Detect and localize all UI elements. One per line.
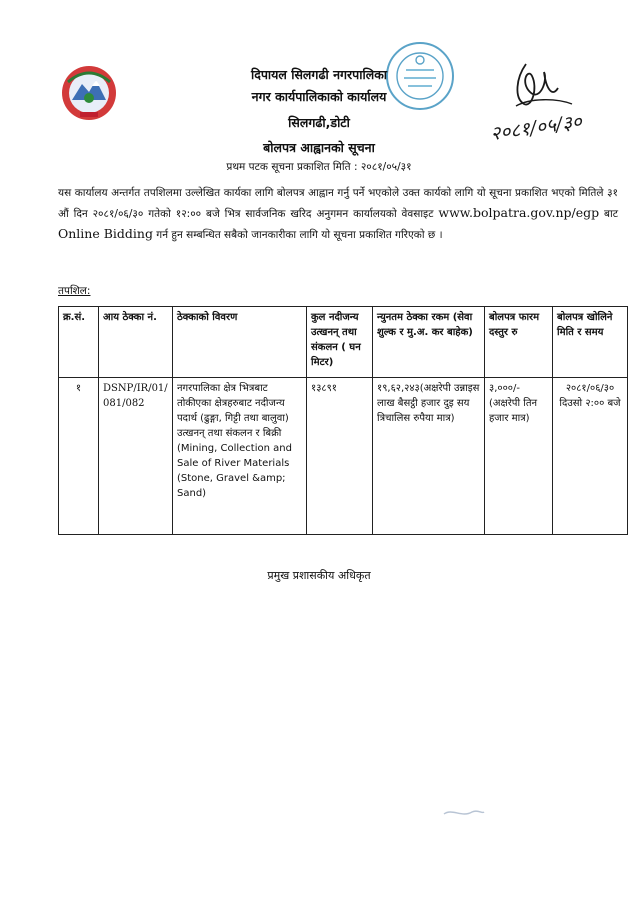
scan-mark-icon	[442, 806, 486, 820]
publication-date: प्रथम पटक सूचना प्रकाशित मिति : २०८१/०५/३१	[226, 161, 412, 173]
cell-opening: २०८१/०६/३० दिउसो २:०० बजे	[553, 378, 628, 535]
paragraph-part-1: यस कार्यालय अन्तर्गत तपशिलमा उल्लेखित कार्यका लागि बोलपत्र आह्वान गर्नु पर्ने भएकोले उक्त कार्यको लागि यो सूचना प्रकाशित भएको मितिले ३१ औं दिन २०८१/०६/३० गतेको १२:०० बजे भित्र सार्वजनिक खरिद अनुगमन कार्यालयको वेवसाइट	[58, 187, 618, 220]
signatory-title: प्रमुख प्रशासकीय अधिकृत	[267, 569, 371, 582]
bid-details-table	[58, 306, 628, 535]
header-fee: बोलपत्र फारम दस्तुर रु	[485, 307, 553, 378]
municipality-name: दिपायल सिलगढी नगरपालिका	[250, 67, 388, 82]
bolpatra-link[interactable]: www.bolpatra.gov.np/egp	[438, 205, 600, 220]
online-bidding-text: Online Bidding	[58, 226, 153, 241]
header-contract-no: आय ठेक्का नं.	[99, 307, 173, 378]
cell-sn: १	[59, 378, 99, 535]
cell-description: नगरपालिका क्षेत्र भित्रबाट तोकीएका क्षेत्रहरुबाट नदीजन्य पदार्थ (ढुङ्गा, गिट्टी तथा बालुवा) उत्खनन् तथा संकलन र बिक्री (Mining, Collection and Sale of River Materials (Stone, Gravel &amp; Sand)	[173, 378, 307, 535]
office-name: नगर कार्यपालिकाको कार्यालय	[251, 89, 387, 104]
header-min-amount: न्युनतम ठेक्का रकम (सेवा शुल्क र मु.अ. कर बाहेक)	[373, 307, 485, 378]
signature-date: २०८१/०५/३०	[489, 110, 584, 146]
cell-fee: ३,०००/- (अक्षरेपी तिन हजार मात्र)	[485, 378, 553, 535]
office-location: सिलगढी,डोटी	[288, 115, 350, 130]
paragraph-part-3: गर्न हुन सम्बन्धित सबैको जानकारीका लागि यो सूचना प्रकाशित गरिएको छ ।	[152, 229, 443, 241]
cell-min-amount: १९,६२,२४३(अक्षरेपी उन्नाइस लाख बैसट्ठी हजार दुइ सय त्रिचालिस रुपैया मात्र)	[373, 378, 485, 535]
notice-title: बोलपत्र आह्वानको सूचना	[263, 140, 375, 155]
header-description: ठेक्काको विवरण	[173, 307, 307, 378]
header-volume: कुल नदीजन्य उत्खनन् तथा संकलन ( घन मिटर)	[307, 307, 373, 378]
table-header-row	[59, 307, 628, 378]
table-row	[59, 378, 628, 535]
table-label: तपशिल:	[58, 285, 91, 297]
cell-contract-no: DSNP/IR/01/081/082	[99, 378, 173, 535]
header-sn: क्र.सं.	[59, 307, 99, 378]
paragraph-part-2: बाट	[599, 208, 618, 220]
notice-paragraph	[58, 184, 618, 245]
cell-volume: १३८९१	[307, 378, 373, 535]
header-opening: बोलपत्र खोलिने मिति र समय	[553, 307, 628, 378]
